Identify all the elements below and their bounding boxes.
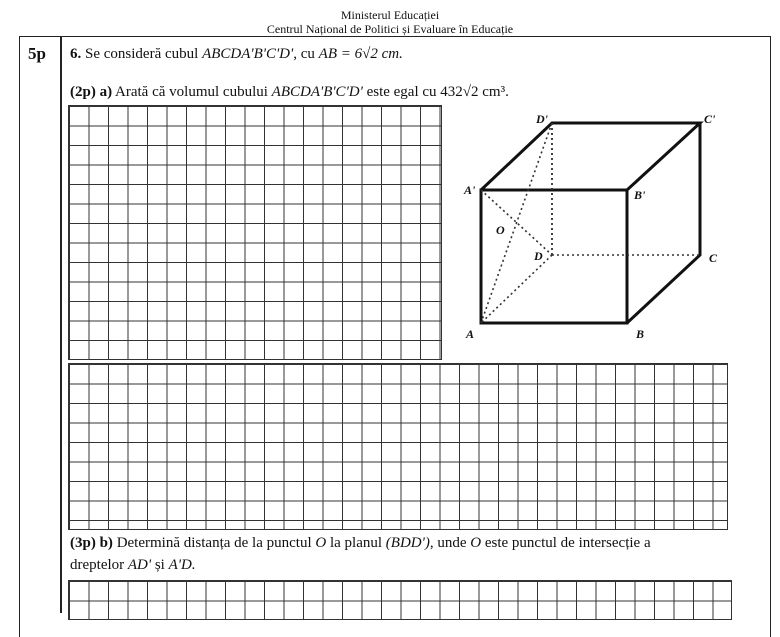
header-line-2: Centrul Național de Politici și Evaluare în Educație — [266, 22, 514, 36]
answer-grid-a-bottom[interactable] — [68, 363, 728, 530]
label-b: B — [636, 327, 645, 341]
header-line-1: Ministerul Educației — [340, 8, 440, 22]
part-b-and: și — [154, 557, 165, 573]
given-value: AB = 6√2 cm. — [318, 46, 403, 62]
problem-intro: Se consideră cubul — [85, 46, 199, 62]
label-c-prime: C' — [704, 112, 716, 126]
part-a-statement — [70, 84, 509, 101]
problem-number: 6. — [70, 46, 82, 62]
part-b-label: b) — [99, 535, 113, 551]
part-b-text5: dreptelor — [70, 557, 125, 573]
part-a-text1: Arată că volumul cubului — [115, 84, 268, 100]
part-b-text1: Determină distanța de la punctul — [116, 535, 312, 551]
part-b-point: O — [315, 535, 327, 551]
part-b-text2: la planul — [329, 535, 383, 551]
part-b-statement-2 — [70, 557, 196, 574]
part-a-points: (2p) — [70, 84, 96, 100]
part-b-points: (3p) — [70, 535, 96, 551]
part-b-line1: AD' — [127, 557, 152, 573]
cube-name: ABCDA'B'C'D' — [202, 46, 294, 62]
part-a-value: 432√2 cm³. — [440, 84, 509, 100]
label-d: D — [534, 249, 543, 263]
part-b-statement-1 — [70, 535, 651, 552]
part-b-text4: este punctul de intersecție a — [484, 535, 651, 551]
points-badge: 5p — [28, 44, 46, 63]
part-b-text3: , unde — [429, 535, 467, 551]
part-a-label: a) — [99, 84, 113, 100]
part-b-point2: O — [470, 535, 482, 551]
part-b-line2: A'D. — [168, 557, 196, 573]
given-separator: , cu — [293, 46, 315, 62]
label-o: O — [496, 223, 505, 237]
cube-figure — [460, 108, 730, 348]
label-a: A — [466, 327, 475, 341]
answer-grid-a-left[interactable] — [68, 105, 442, 360]
label-a-prime: A' — [464, 183, 476, 197]
points-column-divider — [60, 36, 62, 613]
problem-statement — [70, 46, 403, 63]
part-a-cube-name: ABCDA'B'C'D' — [271, 84, 363, 100]
label-d-prime: D' — [536, 112, 548, 126]
answer-grid-b[interactable] — [68, 580, 732, 620]
part-a-text2: este egal cu — [366, 84, 437, 100]
label-c: C — [709, 251, 718, 265]
cube-visible-edges — [481, 123, 700, 323]
label-b-prime: B' — [634, 188, 646, 202]
part-b-plane: (BDD') — [385, 535, 430, 551]
